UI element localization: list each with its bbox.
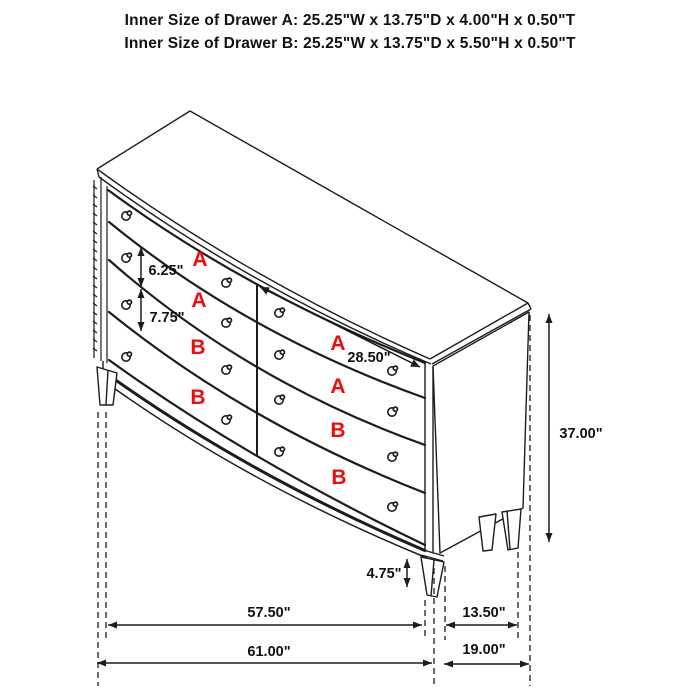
drawer-label-left-a1: A <box>192 248 208 271</box>
drawer-knob <box>388 407 398 416</box>
dresser-top-panel <box>97 111 531 364</box>
dimension-label-side-leg-span: 13.50" <box>462 605 506 621</box>
projection-lines <box>98 315 530 686</box>
drawer-knob <box>388 502 398 511</box>
drawer-label-left-b1: B <box>190 336 206 359</box>
drawer-knob <box>388 452 398 461</box>
drawer-knob <box>222 365 232 374</box>
dresser-legs <box>97 367 521 597</box>
dimension-label-overall-height: 37.00" <box>559 426 603 442</box>
drawer-label-left-b2: B <box>190 386 206 409</box>
drawer-knob <box>388 366 398 375</box>
drawer-knob <box>222 415 232 424</box>
drawer-label-right-b1: B <box>330 419 346 442</box>
dimension-label-front-leg-span: 57.50" <box>247 605 291 621</box>
drawer-b-inner-size-text: Inner Size of Drawer B: 25.25"W x 13.75"D x 5.50"H x 0.50"T <box>124 34 576 52</box>
drawer-label-right-b2: B <box>331 466 347 489</box>
drawer-rails <box>108 190 425 545</box>
dimension-label-drawer-b-height: 7.75" <box>149 310 185 326</box>
drawer-knob <box>275 350 285 359</box>
dimension-label-right-section-width: 28.50" <box>347 350 391 366</box>
drawer-label-right-a2: A <box>330 375 346 398</box>
drawer-a-inner-size-text: Inner Size of Drawer A: 25.25"W x 13.75"D x 4.00"H x 0.50"T <box>124 12 576 29</box>
drawer-label-right-a1: A <box>330 332 346 355</box>
drawer-knob <box>275 395 285 404</box>
drawer-knob <box>275 308 285 317</box>
dimension-label-overall-width: 61.00" <box>247 644 291 660</box>
left-side-edge <box>93 177 107 363</box>
drawer-knob <box>122 352 132 361</box>
drawer-knob <box>222 318 232 327</box>
dimension-label-leg-height: 4.75" <box>366 566 402 582</box>
drawer-knob <box>275 447 285 456</box>
dimension-label-drawer-a-height: 6.25" <box>148 263 184 279</box>
diagram-title <box>0 10 700 55</box>
drawer-knob <box>122 253 132 262</box>
dimension-label-overall-depth: 19.00" <box>462 642 506 658</box>
drawer-knob <box>222 278 232 287</box>
drawer-knob <box>122 211 132 220</box>
drawer-knob <box>122 300 132 309</box>
drawer-label-left-a2: A <box>191 289 207 312</box>
